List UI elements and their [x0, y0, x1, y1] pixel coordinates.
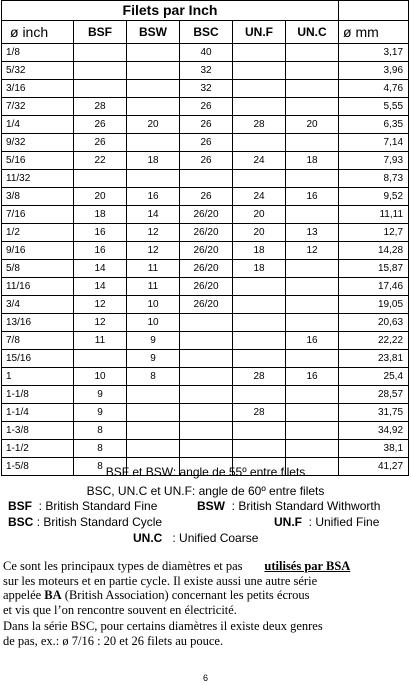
table-row: [2, 278, 409, 296]
cell-bsw: [127, 386, 180, 404]
cell-mm: 20,63: [339, 314, 409, 332]
abbr-unc-text: : Unified Coarse: [172, 531, 259, 545]
cell-mm: 19,05: [339, 296, 409, 314]
table-row: [2, 350, 409, 368]
abbr-bsc-text: : British Standard Cycle: [36, 515, 163, 529]
cell-mm: 9,52: [339, 188, 409, 206]
table-row: [2, 314, 409, 332]
cell-unf: 18: [233, 260, 286, 278]
legend-line-55: BSF et BSW: angle de 55º entre filets: [105, 465, 306, 479]
abbr-unc: [133, 531, 258, 545]
cell-mm: 11,11: [339, 206, 409, 224]
cell-bsf: 18: [74, 206, 127, 224]
table-row: [2, 440, 409, 458]
header-row: [2, 21, 409, 44]
table-row: [2, 368, 409, 386]
cell-inch: 9/32: [2, 134, 74, 152]
cell-inch: 1/2: [2, 224, 74, 242]
cell-mm: 17,46: [339, 278, 409, 296]
thread-table: [1, 0, 409, 476]
cell-mm: 38,1: [339, 440, 409, 458]
cell-unf: [233, 98, 286, 116]
cell-bsf: 26: [74, 134, 127, 152]
table-row: [2, 80, 409, 98]
cell-bsf: 16: [74, 224, 127, 242]
cell-bsc: 26: [180, 116, 233, 134]
table-row: [2, 152, 409, 170]
cell-bsw: 11: [127, 260, 180, 278]
cell-mm: 23,81: [339, 350, 409, 368]
cell-bsw: 20: [127, 116, 180, 134]
cell-bsw: [127, 80, 180, 98]
cell-bsw: 12: [127, 242, 180, 260]
cell-mm: 31,75: [339, 404, 409, 422]
table-row: [2, 332, 409, 350]
paragraph-bsa-emphasis: utilisés par BSA: [264, 559, 351, 573]
cell-bsf: 8: [74, 422, 127, 440]
cell-bsw: 8: [127, 368, 180, 386]
cell-bsw: [127, 62, 180, 80]
cell-inch: 7/8: [2, 332, 74, 350]
cell-inch: 3/16: [2, 80, 74, 98]
cell-mm: 3,96: [339, 62, 409, 80]
paragraph-line-6: de pas, ex.: ø 7/16 : 20 et 26 filets au pouce.: [3, 634, 224, 648]
cell-mm: 25,4: [339, 368, 409, 386]
cell-unc: 16: [286, 368, 339, 386]
cell-inch: 7/32: [2, 98, 74, 116]
cell-bsc: [180, 368, 233, 386]
legend-line-60: BSC, UN.C et UN.F: angle de 60º entre filets: [86, 484, 325, 498]
cell-bsf: [74, 350, 127, 368]
cell-bsw: 14: [127, 206, 180, 224]
cell-inch: 1-3/8: [2, 422, 74, 440]
abbr-bsw-text: : British Standard Withworth: [231, 499, 381, 513]
col-header-unc: UN.C: [286, 21, 339, 44]
cell-bsw: 9: [127, 350, 180, 368]
col-header-inch: ø inch: [2, 21, 74, 44]
cell-bsf: [74, 62, 127, 80]
cell-bsc: [180, 440, 233, 458]
cell-bsc: 26/20: [180, 296, 233, 314]
cell-mm: 15,87: [339, 260, 409, 278]
cell-mm: 5,55: [339, 98, 409, 116]
cell-bsc: 26: [180, 152, 233, 170]
cell-bsc: [180, 314, 233, 332]
cell-inch: 1-1/4: [2, 404, 74, 422]
table-row: [2, 116, 409, 134]
abbr-bsf-text: : British Standard Fine: [38, 499, 158, 513]
title-blank-cell: [339, 1, 409, 21]
abbr-bsf-code: BSF: [8, 499, 32, 513]
cell-bsf: 8: [74, 440, 127, 458]
cell-bsw: 18: [127, 152, 180, 170]
cell-unf: [233, 44, 286, 62]
cell-inch: 5/16: [2, 152, 74, 170]
cell-unf: 24: [233, 188, 286, 206]
cell-bsf: 22: [74, 152, 127, 170]
abbr-bsw-code: BSW: [197, 499, 225, 513]
cell-bsw: [127, 98, 180, 116]
cell-inch: 3/8: [2, 188, 74, 206]
cell-mm: 41,27: [339, 458, 409, 476]
col-header-bsc: BSC: [180, 21, 233, 44]
table-row: [2, 296, 409, 314]
cell-unf: [233, 134, 286, 152]
cell-unc: [286, 134, 339, 152]
cell-bsc: [180, 386, 233, 404]
cell-unc: [286, 422, 339, 440]
paragraph-ba-code: BA: [44, 588, 62, 602]
abbr-bsc: [8, 515, 162, 529]
abbr-bsw: [197, 499, 380, 513]
cell-unf: [233, 314, 286, 332]
cell-bsf: 11: [74, 332, 127, 350]
cell-bsf: [74, 44, 127, 62]
cell-inch: 1-1/2: [2, 440, 74, 458]
abbr-unc-code: UN.C: [133, 531, 163, 545]
cell-unc: [286, 278, 339, 296]
cell-unf: [233, 350, 286, 368]
cell-bsc: [180, 332, 233, 350]
cell-unc: 16: [286, 332, 339, 350]
cell-unc: [286, 404, 339, 422]
cell-bsw: 11: [127, 278, 180, 296]
cell-unf: [233, 278, 286, 296]
table-row: [2, 260, 409, 278]
cell-bsf: 9: [74, 386, 127, 404]
cell-bsw: [127, 422, 180, 440]
cell-bsw: [127, 404, 180, 422]
cell-bsf: 12: [74, 296, 127, 314]
cell-bsf: 14: [74, 260, 127, 278]
cell-bsw: 9: [127, 332, 180, 350]
cell-bsw: 10: [127, 296, 180, 314]
cell-bsf: [74, 170, 127, 188]
cell-bsw: [127, 44, 180, 62]
table-row: [2, 134, 409, 152]
cell-mm: 12,7: [339, 224, 409, 242]
cell-inch: 1/4: [2, 116, 74, 134]
cell-inch: 1/8: [2, 44, 74, 62]
cell-bsf: 9: [74, 404, 127, 422]
cell-unc: [286, 314, 339, 332]
cell-unc: [286, 98, 339, 116]
cell-mm: 7,93: [339, 152, 409, 170]
cell-unc: [286, 296, 339, 314]
cell-bsc: 26: [180, 98, 233, 116]
cell-inch: 1-1/8: [2, 386, 74, 404]
page-number: 6: [202, 673, 208, 683]
cell-bsw: 12: [127, 224, 180, 242]
paragraph-line-1: [3, 559, 350, 574]
cell-unf: 18: [233, 242, 286, 260]
cell-unf: [233, 170, 286, 188]
cell-mm: 3,17: [339, 44, 409, 62]
cell-unf: [233, 422, 286, 440]
cell-inch: 9/16: [2, 242, 74, 260]
cell-bsc: 40: [180, 44, 233, 62]
cell-bsc: [180, 350, 233, 368]
table-row: [2, 170, 409, 188]
abbr-unf: [274, 515, 379, 529]
table-row: [2, 206, 409, 224]
cell-mm: 7,14: [339, 134, 409, 152]
paragraph-line-5: Dans la série BSC, pour certains diamètres il existe deux genres: [3, 619, 323, 633]
cell-unf: 28: [233, 404, 286, 422]
cell-unc: [286, 350, 339, 368]
cell-inch: 5/8: [2, 260, 74, 278]
cell-bsw: [127, 440, 180, 458]
cell-bsw: 10: [127, 314, 180, 332]
cell-bsf: 26: [74, 116, 127, 134]
abbr-unf-code: UN.F: [274, 515, 302, 529]
cell-bsw: [127, 134, 180, 152]
table-row: [2, 386, 409, 404]
cell-inch: 1-5/8: [2, 458, 74, 476]
cell-unf: [233, 62, 286, 80]
cell-bsc: 26/20: [180, 278, 233, 296]
cell-bsc: [180, 170, 233, 188]
cell-unf: [233, 332, 286, 350]
cell-inch: 13/16: [2, 314, 74, 332]
paragraph-line-3-start: appelée: [3, 588, 42, 602]
paragraph-line-1-text: Ce sont les principaux types de diamètres et pas: [3, 559, 243, 573]
paragraph-line-2: sur les moteurs et en partie cycle. Il existe aussi une autre série: [3, 574, 318, 588]
cell-mm: 8,73: [339, 170, 409, 188]
cell-unc: [286, 260, 339, 278]
table-row: [2, 188, 409, 206]
cell-unc: [286, 44, 339, 62]
table-row: [2, 98, 409, 116]
cell-bsw: 16: [127, 188, 180, 206]
cell-mm: 4,76: [339, 80, 409, 98]
cell-bsc: 26/20: [180, 206, 233, 224]
cell-unc: [286, 440, 339, 458]
cell-unf: 28: [233, 368, 286, 386]
abbr-bsf: [8, 499, 157, 513]
cell-unf: 24: [233, 152, 286, 170]
cell-bsf: 16: [74, 242, 127, 260]
cell-unc: [286, 206, 339, 224]
abbr-bsc-code: BSC: [8, 515, 34, 529]
title-row: [2, 1, 409, 21]
cell-unc: 16: [286, 188, 339, 206]
col-header-bsf: BSF: [74, 21, 127, 44]
cell-unc: [286, 386, 339, 404]
cell-mm: 34,92: [339, 422, 409, 440]
cell-inch: 1: [2, 368, 74, 386]
col-header-bsw: BSW: [127, 21, 180, 44]
cell-unf: [233, 386, 286, 404]
table-title: Filets par Inch: [2, 1, 339, 21]
abbr-unf-text: : Unified Fine: [308, 515, 380, 529]
cell-unf: [233, 296, 286, 314]
cell-unc: 13: [286, 224, 339, 242]
cell-mm: 14,28: [339, 242, 409, 260]
table-row: [2, 224, 409, 242]
cell-bsf: 8: [74, 458, 127, 476]
cell-bsc: 26/20: [180, 224, 233, 242]
cell-unf: [233, 440, 286, 458]
cell-bsc: 32: [180, 62, 233, 80]
cell-mm: 22,22: [339, 332, 409, 350]
cell-bsc: 26: [180, 134, 233, 152]
cell-bsf: 14: [74, 278, 127, 296]
cell-inch: 5/32: [2, 62, 74, 80]
cell-mm: 6,35: [339, 116, 409, 134]
cell-bsc: [180, 422, 233, 440]
cell-bsc: 32: [180, 80, 233, 98]
cell-bsf: 10: [74, 368, 127, 386]
cell-inch: 11/16: [2, 278, 74, 296]
cell-bsc: [180, 404, 233, 422]
table-row: [2, 242, 409, 260]
cell-unc: 12: [286, 242, 339, 260]
cell-unc: [286, 170, 339, 188]
cell-inch: 15/16: [2, 350, 74, 368]
cell-unc: [286, 80, 339, 98]
cell-unf: 28: [233, 116, 286, 134]
cell-unc: 18: [286, 152, 339, 170]
table-row: [2, 422, 409, 440]
cell-mm: 28,57: [339, 386, 409, 404]
cell-inch: 11/32: [2, 170, 74, 188]
col-header-unf: UN.F: [233, 21, 286, 44]
cell-inch: 3/4: [2, 296, 74, 314]
table-row: [2, 404, 409, 422]
cell-bsc: 26: [180, 188, 233, 206]
cell-unc: 20: [286, 116, 339, 134]
table-row: [2, 62, 409, 80]
cell-unf: 20: [233, 206, 286, 224]
col-header-mm: ø mm: [339, 21, 409, 44]
cell-unc: [286, 62, 339, 80]
cell-bsf: 20: [74, 188, 127, 206]
table-body: [2, 44, 409, 476]
paragraph-line-3-end: (British Association) concernant les petits écrous: [64, 588, 310, 602]
table-row: [2, 44, 409, 62]
cell-bsc: 26/20: [180, 260, 233, 278]
cell-unf: 20: [233, 224, 286, 242]
cell-bsw: [127, 170, 180, 188]
cell-unf: [233, 80, 286, 98]
cell-bsf: 28: [74, 98, 127, 116]
paragraph-line-4: et vis que l’on rencontre souvent en électricité.: [3, 603, 237, 617]
paragraph-line-3: [3, 588, 310, 603]
cell-bsf: 12: [74, 314, 127, 332]
cell-bsf: [74, 80, 127, 98]
cell-bsc: 26/20: [180, 242, 233, 260]
cell-inch: 7/16: [2, 206, 74, 224]
